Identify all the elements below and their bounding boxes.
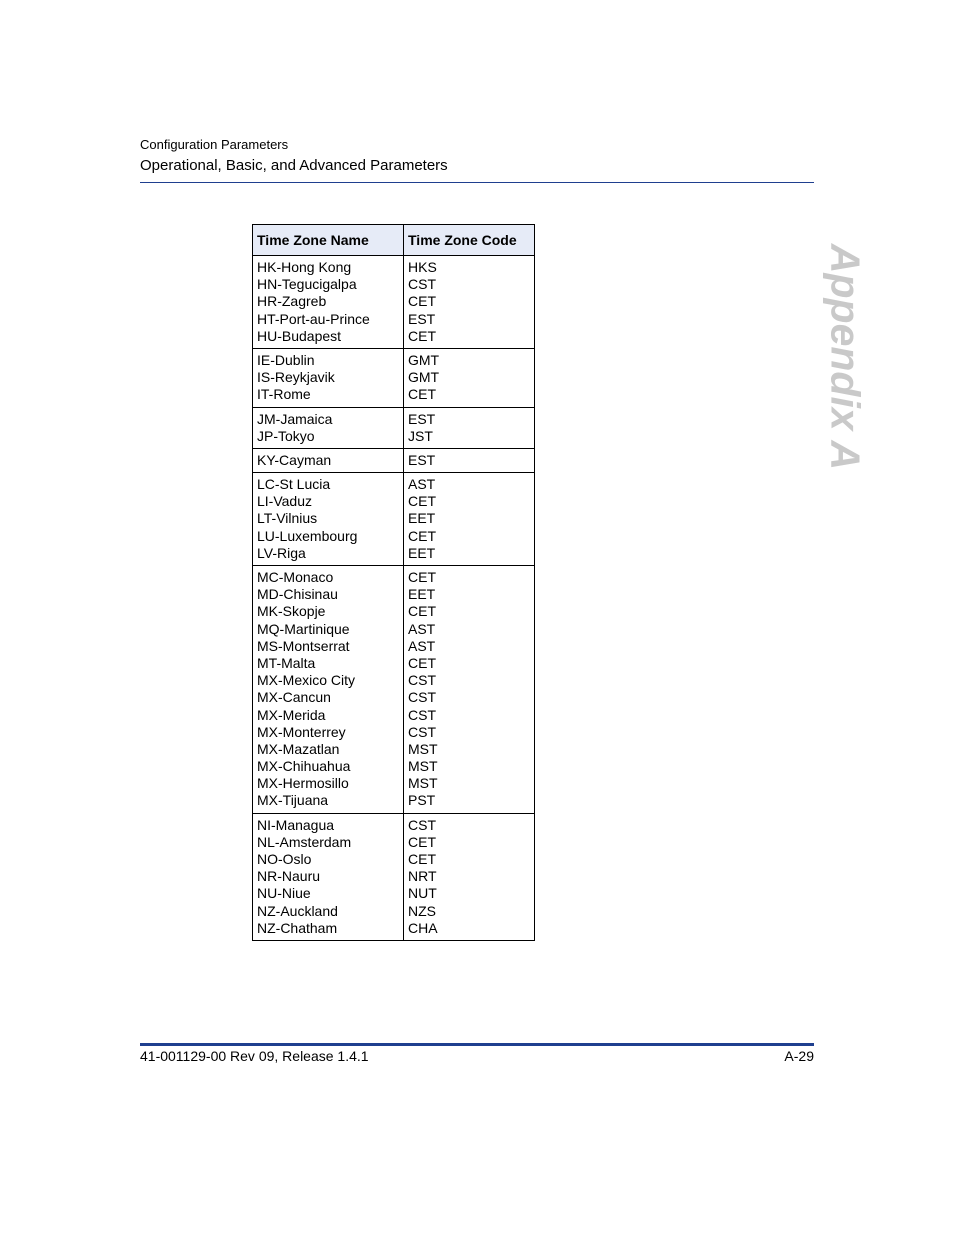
footer-divider [140, 1043, 814, 1046]
time-zone-code-cell [404, 473, 535, 566]
time-zone-name: JP-Tokyo [257, 427, 315, 444]
time-zone-name-cell [253, 473, 404, 566]
time-zone-name: LT-Vilnius [257, 510, 318, 527]
table-row [253, 566, 535, 814]
time-zone-name: IS-Reykjavik [257, 369, 335, 386]
time-zone-code: GMT [408, 351, 440, 368]
time-zone-name: NZ-Chatham [257, 919, 338, 936]
time-zone-code: CST [408, 672, 436, 689]
time-zone-code: CET [408, 654, 436, 671]
time-zone-name-cell [253, 448, 404, 472]
time-zone-name: NI-Managua [257, 816, 335, 833]
appendix-side-tab [820, 243, 870, 471]
table-row [253, 256, 535, 349]
table-body [253, 256, 535, 941]
time-zone-code: JST [408, 427, 433, 444]
time-zone-name: MX-Hermosillo [257, 775, 349, 792]
time-zone-name-cell [253, 813, 404, 940]
time-zone-code: PST [408, 792, 436, 809]
time-zone-name: MX-Cancun [257, 689, 331, 706]
time-zone-code: EET [408, 510, 436, 527]
table-row [253, 407, 535, 448]
time-zone-name: IE-Dublin [257, 351, 315, 368]
running-header-section: Configuration Parameters [140, 137, 289, 152]
time-zone-code-cell [404, 256, 535, 349]
time-zone-code: MST [408, 740, 438, 757]
time-zone-code: CST [408, 723, 436, 740]
time-zone-code: CET [408, 293, 436, 310]
appendix-label: Appendix A [822, 243, 869, 471]
time-zone-code: CHA [408, 919, 438, 936]
time-zone-name: MS-Montserrat [257, 637, 350, 654]
time-zone-name: MX-Mazatlan [257, 740, 340, 757]
time-zone-name: MX-Mexico City [257, 672, 356, 689]
time-zone-name: MT-Malta [257, 654, 316, 671]
table-row [253, 473, 535, 566]
time-zone-code: GMT [408, 369, 440, 386]
time-zone-code: MST [408, 758, 438, 775]
time-zone-code: CET [408, 527, 436, 544]
time-zone-name: NU-Niue [257, 885, 311, 902]
time-zone-name: HU-Budapest [257, 327, 342, 344]
table-row [253, 448, 535, 472]
time-zone-name: LC-St Lucia [257, 476, 331, 493]
time-zone-code: AST [408, 476, 436, 493]
table-row [253, 813, 535, 940]
time-zone-code: EET [408, 544, 436, 561]
time-zone-code: CET [408, 851, 436, 867]
column-header-code: Time Zone Code [404, 225, 535, 256]
time-zone-code: HKS [408, 259, 437, 275]
time-zone-code: CST [408, 689, 436, 706]
page-number: A-29 [784, 1048, 814, 1064]
time-zone-name: MX-Merida [257, 706, 326, 723]
time-zone-name: HR-Zagreb [257, 293, 327, 310]
table-row [253, 348, 535, 407]
time-zone-name-cell [253, 256, 404, 349]
time-zone-name: MX-Monterrey [257, 723, 346, 740]
time-zone-name: NZ-Auckland [257, 902, 338, 919]
time-zone-name: LU-Luxembourg [257, 527, 358, 544]
column-header-name: Time Zone Name [253, 225, 404, 256]
time-zone-name: NO-Oslo [257, 851, 312, 867]
time-zone-code-cell [404, 566, 535, 814]
time-zone-code-cell [404, 448, 535, 472]
time-zone-name: IT-Rome [257, 386, 311, 403]
time-zone-name: HT-Port-au-Prince [257, 310, 370, 327]
time-zone-table [252, 224, 535, 941]
time-zone-name: MD-Chisinau [257, 586, 338, 603]
time-zone-code: CST [408, 276, 436, 293]
time-zone-code: NUT [408, 885, 437, 902]
time-zone-name: HK-Hong Kong [257, 259, 352, 275]
time-zone-name: NR-Nauru [257, 868, 321, 885]
time-zone-code: NRT [408, 868, 437, 885]
time-zone-name: MX-Tijuana [257, 792, 329, 809]
time-zone-code: CET [408, 569, 436, 585]
time-zone-code: AST [408, 620, 436, 637]
time-zone-name: LI-Vaduz [257, 493, 312, 510]
time-zone-code-cell [404, 348, 535, 407]
running-header-title: Operational, Basic, and Advanced Parameters [140, 157, 448, 174]
time-zone-name-cell [253, 407, 404, 448]
time-zone-code: EST [408, 310, 436, 327]
time-zone-code: CST [408, 816, 436, 833]
time-zone-name: JM-Jamaica [257, 410, 333, 427]
time-zone-code: CET [408, 603, 436, 620]
time-zone-code: CST [408, 706, 436, 723]
time-zone-name-cell [253, 566, 404, 814]
time-zone-name-cell [253, 348, 404, 407]
time-zone-name: LV-Riga [257, 544, 306, 561]
time-zone-name: MK-Skopje [257, 603, 326, 620]
table-header-row [253, 225, 535, 256]
time-zone-code: EST [408, 410, 436, 427]
time-zone-code: EST [408, 451, 436, 468]
time-zone-code: CET [408, 493, 436, 510]
time-zone-code: CET [408, 386, 436, 403]
time-zone-code: EET [408, 586, 436, 603]
time-zone-name: MX-Chihuahua [257, 758, 351, 775]
header-divider [140, 182, 814, 183]
time-zone-code-cell [404, 407, 535, 448]
time-zone-name: MC-Monaco [257, 569, 334, 585]
time-zone-code: CET [408, 833, 436, 850]
time-zone-name: MQ-Martinique [257, 620, 350, 637]
time-zone-name: NL-Amsterdam [257, 833, 352, 850]
document-id: 41-001129-00 Rev 09, Release 1.4.1 [140, 1048, 369, 1064]
time-zone-code: MST [408, 775, 438, 792]
time-zone-code: AST [408, 637, 436, 654]
time-zone-code: CET [408, 327, 436, 344]
time-zone-code-cell [404, 813, 535, 940]
time-zone-code: NZS [408, 902, 436, 919]
time-zone-name: KY-Cayman [257, 451, 332, 468]
time-zone-name: HN-Tegucigalpa [257, 276, 357, 293]
